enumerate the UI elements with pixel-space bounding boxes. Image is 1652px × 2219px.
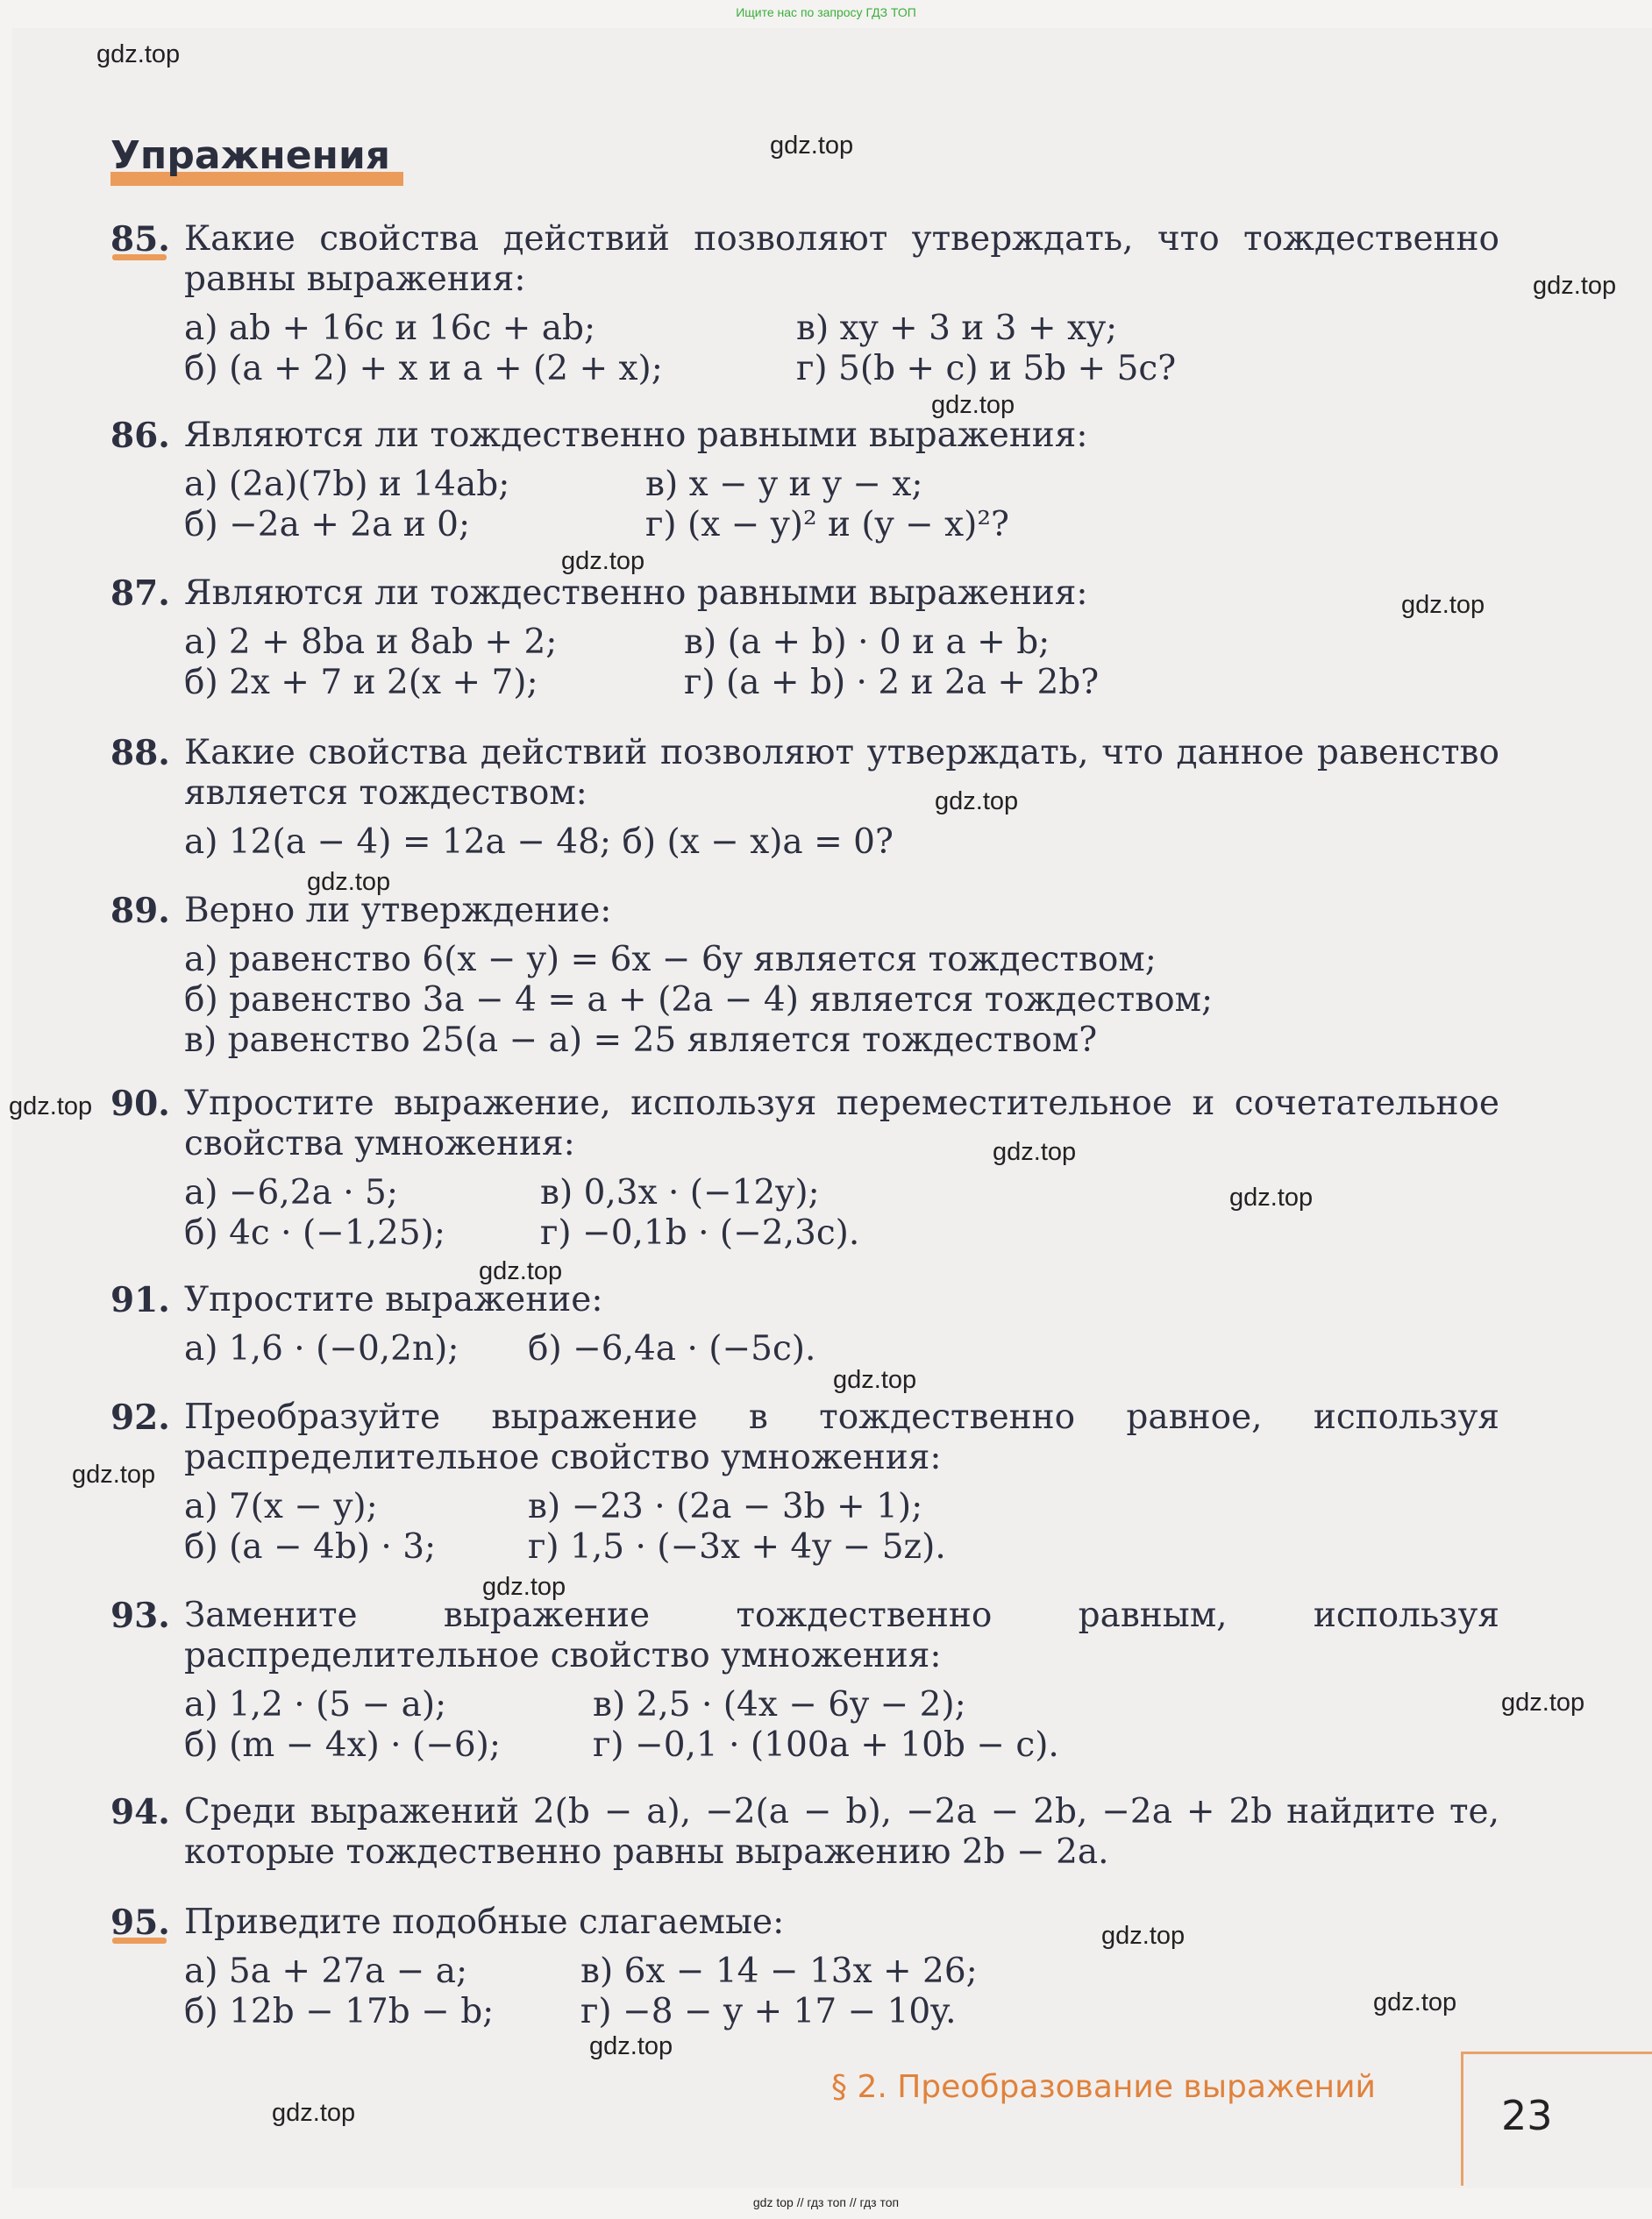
answer-b: б) 4c · (−1,25); (184, 1213, 446, 1253)
exercise-question: Среди выражений 2(b − a), −2(a − b), −2a − 2b, −2a + 2b найдите те, которые тождественно равны выражению 2b − 2a. (184, 1792, 1499, 1872)
exercise-number: 89. (110, 891, 170, 931)
answer-a: а) 2 + 8ba и 8ab + 2; (184, 622, 558, 662)
exercise-number: 93. (110, 1596, 170, 1636)
watermark: gdz.top (833, 1366, 917, 1394)
page-number-box (1461, 2052, 1652, 2186)
watermark: gdz.top (1101, 1922, 1186, 1950)
exercise-number: 85. (110, 219, 170, 260)
section-footer: § 2. Преобразование выражений (831, 2069, 1376, 2105)
answer-v: в) 2,5 · (4x − 6y − 2); (593, 1685, 966, 1725)
exercise-question: Упростите выражение, используя переместительное и сочетательное свойства умножения: (184, 1084, 1499, 1163)
watermark: gdz.top (931, 391, 1015, 419)
answer-b: б) 2x + 7 и 2(x + 7); (184, 663, 538, 702)
exercise-question: Преобразуйте выражение в тождественно равное, используя распределительное свойство умножения: (184, 1398, 1499, 1477)
exercise-number: 94. (110, 1792, 170, 1832)
watermark: gdz.top (1401, 591, 1485, 619)
exercise-number: 92. (110, 1398, 170, 1438)
exercise-question: Какие свойства действий позволяют утверждать, что данное равенство является тождеством: (184, 733, 1499, 813)
watermark: gdz.top (1533, 272, 1617, 300)
watermark: gdz.top (561, 547, 645, 575)
exercise-number: 90. (110, 1084, 170, 1124)
exercise-number: 88. (110, 733, 170, 773)
exercise-question: Являются ли тождественно равными выражения: (184, 416, 1088, 455)
exercise-number: 91. (110, 1280, 170, 1320)
answer-v: в) x − y и y − x; (645, 465, 923, 504)
answer-g: г) 5(b + c) и 5b + 5c? (796, 349, 1177, 388)
exercise-question: Упростите выражение: (184, 1280, 603, 1319)
section-heading: Упражнения (110, 133, 391, 178)
answer-b: б) −6,4a · (−5c). (528, 1329, 816, 1369)
bottom-note: gdz top // гдз топ // гдз топ (752, 2195, 900, 2209)
answer-g: г) (a + b) · 2 и 2a + 2b? (684, 663, 1100, 702)
answer-b: б) (a + 2) + x и a + (2 + x); (184, 349, 663, 388)
answer-b: б) (m − 4x) · (−6); (184, 1725, 502, 1765)
watermark: gdz.top (9, 1092, 93, 1120)
page-number: 23 (1501, 2092, 1553, 2139)
answer-a: а) −6,2a · 5; (184, 1173, 398, 1213)
exercise-question: Являются ли тождественно равными выражения: (184, 573, 1088, 613)
answer-v: в) (a + b) · 0 и a + b; (684, 622, 1050, 662)
answer-a: а) равенство 6(x − y) = 6x − 6y является тождеством; (184, 940, 1157, 979)
answer-v: в) −23 · (2a − 3b + 1); (528, 1487, 923, 1526)
answer-a: а) ab + 16c и 16c + ab; (184, 309, 596, 348)
answer-a: а) 5a + 27a − a; (184, 1952, 468, 1991)
answer-a: а) 7(x − y); (184, 1487, 378, 1526)
watermark: gdz.top (770, 132, 854, 160)
watermark: gdz.top (72, 1461, 156, 1489)
watermark: gdz.top (482, 1573, 566, 1601)
answer-g: г) 1,5 · (−3x + 4y − 5z). (528, 1527, 946, 1567)
watermark: gdz.top (307, 868, 391, 896)
answer-b: б) (a − 4b) · 3; (184, 1527, 437, 1567)
watermark: gdz.top (1373, 1988, 1457, 2016)
answer-b: б) 12b − 17b − b; (184, 1992, 495, 2031)
answer-b: б) равенство 3a − 4 = a + (2a − 4) является тождеством; (184, 980, 1214, 1020)
watermark: gdz.top (1229, 1184, 1314, 1212)
watermark: gdz.top (589, 2032, 673, 2060)
exercise-question: Приведите подобные слагаемые: (184, 1903, 785, 1942)
watermark: gdz.top (993, 1138, 1077, 1166)
watermark: gdz.top (96, 40, 181, 68)
answer-v: в) 0,3x · (−12y); (540, 1173, 820, 1213)
answer-v: в) равенство 25(a − a) = 25 является тождеством? (184, 1021, 1098, 1060)
exercise-question: Замените выражение тождественно равным, используя распределительное свойство умножения: (184, 1596, 1499, 1675)
answer-v: в) xy + 3 и 3 + xy; (796, 309, 1118, 348)
exercise-question: Верно ли утверждение: (184, 891, 612, 930)
answer-g: г) −8 − y + 17 − 10y. (580, 1992, 957, 2031)
exercise-question: Какие свойства действий позволяют утверждать, что тождественно равны выражения: (184, 219, 1499, 299)
watermark: gdz.top (272, 2099, 356, 2127)
answer-a: а) 1,6 · (−0,2n); (184, 1329, 459, 1369)
exercise-number: 86. (110, 416, 170, 456)
watermark: gdz.top (935, 787, 1019, 815)
answer-v: в) 6x − 14 − 13x + 26; (580, 1952, 978, 1991)
top-note: Ищите нас по запросу ГДЗ ТОП (736, 5, 916, 19)
answer-g: г) −0,1 · (100a + 10b − c). (593, 1725, 1059, 1765)
watermark: gdz.top (479, 1257, 563, 1285)
exercise-number: 95. (110, 1903, 170, 1943)
watermark: gdz.top (1501, 1689, 1585, 1717)
answer-a: а) 1,2 · (5 − a); (184, 1685, 447, 1725)
exercise-number: 87. (110, 573, 170, 614)
answer-g: г) −0,1b · (−2,3c). (540, 1213, 860, 1253)
answer-a: а) (2a)(7b) и 14ab; (184, 465, 510, 504)
answer-b: б) −2a + 2a и 0; (184, 505, 471, 544)
answer-g: г) (x − y)² и (y − x)²? (645, 505, 1009, 544)
answer-a: а) 12(a − 4) = 12a − 48; б) (x − x)a = 0? (184, 822, 894, 862)
